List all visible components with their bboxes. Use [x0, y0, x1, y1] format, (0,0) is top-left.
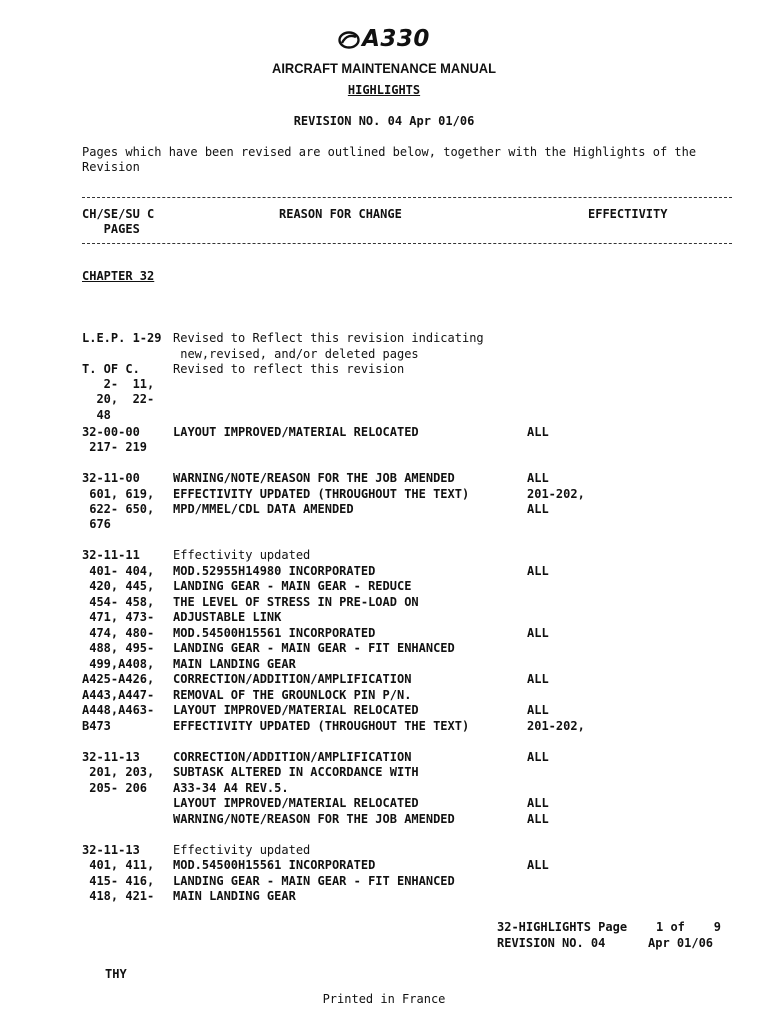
divider-top	[82, 197, 732, 198]
footer-page-label: 32-HIGHLIGHTS Page	[497, 920, 628, 934]
pages-cell: 2- 11,	[82, 377, 155, 391]
pages-cell: 32-11-13	[82, 750, 140, 764]
pages-cell: L.E.P. 1-29	[82, 331, 162, 345]
pages-cell: 622- 650,	[82, 502, 155, 516]
pages-cell: 454- 458,	[82, 595, 155, 609]
header-col-pages: CH/SE/SU C	[82, 207, 155, 221]
reason-cell: EFFECTIVITY UPDATED (THROUGHOUT THE TEXT)	[173, 719, 470, 733]
reason-cell: A33-34 A4 REV.5.	[173, 781, 289, 795]
pages-cell: 201, 203,	[82, 765, 155, 779]
reason-cell: LANDING GEAR - MAIN GEAR - REDUCE	[173, 579, 412, 593]
reason-cell: MAIN LANDING GEAR	[173, 657, 296, 671]
effectivity-cell: ALL	[527, 703, 549, 717]
reason-cell: ADJUSTABLE LINK	[173, 610, 282, 624]
revision-line: REVISION NO. 04 Apr 01/06	[293, 114, 475, 128]
pages-cell: B473	[82, 719, 111, 733]
effectivity-cell: ALL	[527, 750, 549, 764]
reason-cell: Revised to reflect this revision	[173, 362, 405, 376]
pages-cell: 205- 206	[82, 781, 148, 795]
pages-cell: 32-00-00	[82, 425, 140, 439]
footer-page-number: 1 of 9	[656, 920, 722, 934]
pages-cell: 32-11-11	[82, 548, 140, 562]
pages-cell: 418, 421-	[82, 889, 155, 903]
header-col-effectivity: EFFECTIVITY	[588, 207, 668, 221]
reason-cell: CORRECTION/ADDITION/AMPLIFICATION	[173, 672, 412, 686]
effectivity-cell: ALL	[527, 858, 549, 872]
intro-line-2: Revision	[82, 160, 140, 174]
reason-cell: Effectivity updated	[173, 843, 311, 857]
effectivity-cell: ALL	[527, 471, 549, 485]
footer-operator: THY	[105, 967, 127, 981]
pages-cell: T. OF C.	[82, 362, 140, 376]
airbus-swirl-icon	[338, 31, 360, 49]
reason-cell: Effectivity updated	[173, 548, 311, 562]
effectivity-cell: ALL	[527, 502, 549, 516]
reason-cell: LAYOUT IMPROVED/MATERIAL RELOCATED	[173, 425, 419, 439]
intro-line-1: Pages which have been revised are outlined below, together with the Highlights of the	[82, 145, 697, 159]
effectivity-cell: ALL	[527, 812, 549, 826]
effectivity-cell: ALL	[527, 672, 549, 686]
pages-cell: 474, 480-	[82, 626, 155, 640]
pages-cell: 20, 22-	[82, 392, 155, 406]
reason-cell: CORRECTION/ADDITION/AMPLIFICATION	[173, 750, 412, 764]
reason-cell: REMOVAL OF THE GROUNLOCK PIN P/N.	[173, 688, 412, 702]
effectivity-cell: ALL	[527, 626, 549, 640]
pages-cell: 601, 619,	[82, 487, 155, 501]
reason-cell: LAYOUT IMPROVED/MATERIAL RELOCATED	[173, 703, 419, 717]
reason-cell: LANDING GEAR - MAIN GEAR - FIT ENHANCED	[173, 641, 455, 655]
pages-cell: 415- 416,	[82, 874, 155, 888]
reason-cell: Revised to Reflect this revision indicating	[173, 331, 484, 345]
pages-cell: 499,A408,	[82, 657, 155, 671]
pages-cell: 217- 219	[82, 440, 148, 454]
footer-revision: REVISION NO. 04	[497, 936, 606, 950]
reason-cell: LAYOUT IMPROVED/MATERIAL RELOCATED	[173, 796, 419, 810]
pages-cell: 32-11-00	[82, 471, 140, 485]
pages-cell: A443,A447-	[82, 688, 155, 702]
pages-cell: 32-11-13	[82, 843, 140, 857]
reason-cell: MOD.52955H14980 INCORPORATED	[173, 564, 376, 578]
reason-cell: MAIN LANDING GEAR	[173, 889, 296, 903]
airbus-logo	[0, 26, 768, 52]
section-title: HIGHLIGHTS	[347, 83, 421, 97]
reason-cell: new,revised, and/or deleted pages	[173, 347, 419, 361]
reason-cell: WARNING/NOTE/REASON FOR THE JOB AMENDED	[173, 471, 455, 485]
pages-cell: 420, 445,	[82, 579, 155, 593]
header-col-pages-2: PAGES	[82, 222, 140, 236]
header-col-reason: REASON FOR CHANGE	[279, 207, 402, 221]
reason-cell: WARNING/NOTE/REASON FOR THE JOB AMENDED	[173, 812, 455, 826]
reason-cell: LANDING GEAR - MAIN GEAR - FIT ENHANCED	[173, 874, 455, 888]
effectivity-cell: ALL	[527, 796, 549, 810]
pages-cell: 488, 495-	[82, 641, 155, 655]
pages-cell: A425-A426,	[82, 672, 155, 686]
effectivity-cell: ALL	[527, 564, 549, 578]
divider-bottom	[82, 243, 732, 244]
chapter-heading: CHAPTER 32	[82, 269, 155, 283]
pages-cell: A448,A463-	[82, 703, 155, 717]
pages-cell: 471, 473-	[82, 610, 155, 624]
pages-cell: 401- 404,	[82, 564, 155, 578]
manual-title: AIRCRAFT MAINTENANCE MANUAL	[272, 60, 496, 76]
effectivity-cell: ALL	[527, 425, 549, 439]
logo-text: A330	[362, 26, 430, 52]
reason-cell: EFFECTIVITY UPDATED (THROUGHOUT THE TEXT)	[173, 487, 470, 501]
reason-cell: MOD.54500H15561 INCORPORATED	[173, 858, 376, 872]
footer-printed: Printed in France	[322, 992, 446, 1006]
reason-cell: THE LEVEL OF STRESS IN PRE-LOAD ON	[173, 595, 419, 609]
pages-cell: 401, 411,	[82, 858, 155, 872]
pages-cell: 676	[82, 517, 111, 531]
footer-revision-date: Apr 01/06	[648, 936, 714, 950]
effectivity-cell: 201-202,	[527, 487, 585, 501]
reason-cell: MOD.54500H15561 INCORPORATED	[173, 626, 376, 640]
pages-cell: 48	[82, 408, 111, 422]
effectivity-cell: 201-202,	[527, 719, 585, 733]
reason-cell: MPD/MMEL/CDL DATA AMENDED	[173, 502, 354, 516]
reason-cell: SUBTASK ALTERED IN ACCORDANCE WITH	[173, 765, 419, 779]
